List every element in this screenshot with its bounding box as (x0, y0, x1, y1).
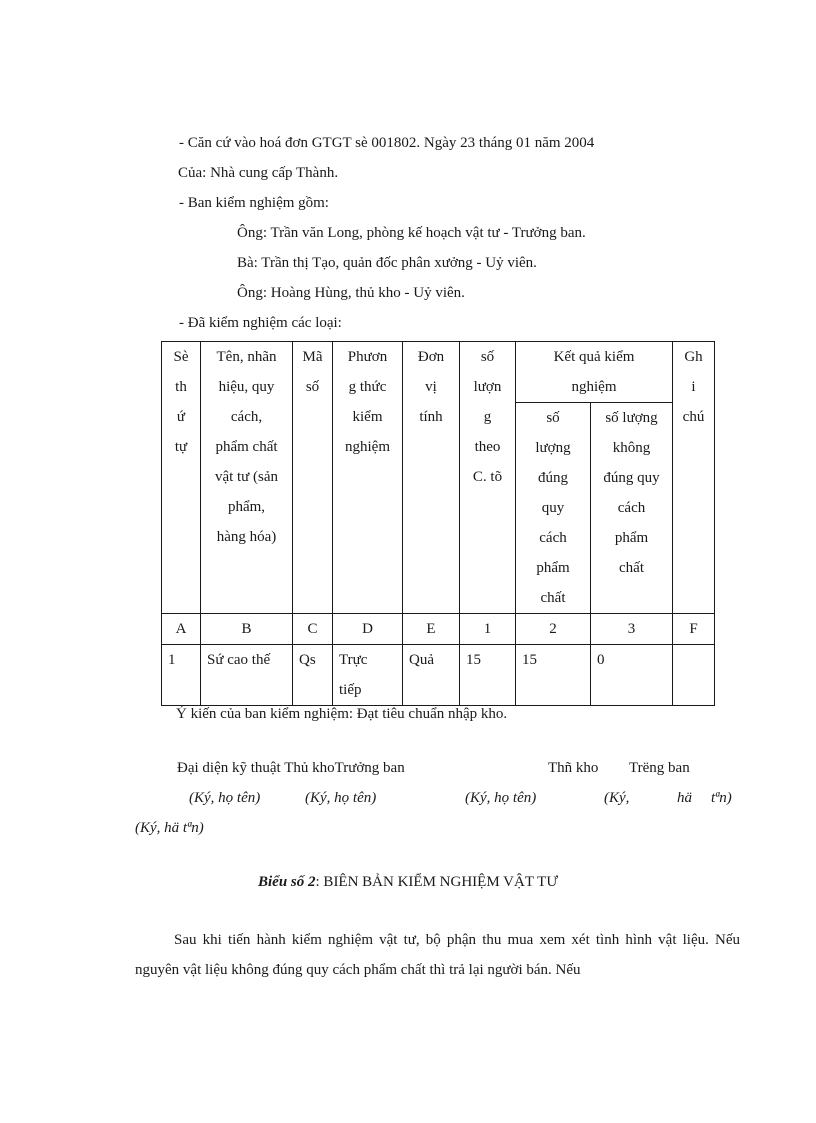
header-code: Mã số (293, 342, 333, 614)
row-seq: 1 (162, 645, 201, 706)
header-item-name: Tên, nhãn hiệu, quy cách, phẩm chất vật tư (sản phẩm, hàng hóa) (201, 342, 293, 614)
row-note (673, 645, 715, 706)
header-note: Gh i chú (673, 342, 715, 614)
row-qty-document: 15 (460, 645, 516, 706)
committee-member-3: Ông: Hoàng Hùng, thủ kho - Uỷ viên. (237, 285, 465, 301)
header-seq: Sè th ứ tự (162, 342, 201, 614)
header-method: Phươn g thức kiểm nghiệm (333, 342, 403, 614)
row-item-name: Sứ cao thế (201, 645, 293, 706)
signature-1: (Ký, họ tên) (189, 790, 261, 806)
code-cell: E (403, 614, 460, 645)
row-qty-conforming: 15 (516, 645, 591, 706)
signature-2: (Ký, họ tên) (305, 790, 377, 806)
code-cell: A (162, 614, 201, 645)
signature-title-head: Trëng ban (629, 760, 690, 776)
body-paragraph (135, 925, 740, 985)
header-unit: Đơn vị tính (403, 342, 460, 614)
invoice-reference: - Căn cứ vào hoá đơn GTGT sè 001802. Ngày 23 tháng 01 năm 2004 (179, 135, 595, 151)
header-inspection-result: Kết quả kiểm nghiệm (516, 342, 673, 403)
table-row (162, 645, 715, 706)
committee-member-2: Bà: Trần thị Tạo, quản đốc phân xưởng - Uỷ viên. (237, 255, 537, 271)
code-cell: 2 (516, 614, 591, 645)
code-cell: F (673, 614, 715, 645)
inspected-items-heading: - Đã kiểm nghiệm các loại: (179, 315, 342, 331)
signature-title-storekeeper: Thñ kho (548, 760, 599, 776)
row-unit: Quả (403, 645, 460, 706)
body-paragraph-text: Sau khi tiến hành kiểm nghiệm vật tư, bộ phận thu mua xem xét tình hình vật liệu. Nếu nguyên vật liệu không đúng quy cách phẩm chất thì trả lại người bán. Nếu (135, 932, 740, 978)
row-code: Qs (293, 645, 333, 706)
code-cell: 3 (591, 614, 673, 645)
supplier-line: Của: Nhà cung cấp Thành. (178, 165, 339, 181)
code-cell: D (333, 614, 403, 645)
signature-4-part-b: hä (677, 790, 692, 806)
column-code-row (162, 614, 715, 645)
code-cell: C (293, 614, 333, 645)
caption-title: : BIÊN BẢN KIỂM NGHIỆM VẬT TƯ (315, 874, 558, 890)
caption-label: Biểu số 2 (258, 874, 316, 890)
signature-titles: Đại diện kỹ thuật Thủ khoTrưởng ban (177, 760, 405, 776)
committee-member-1: Ông: Trần văn Long, phòng kế hoạch vật tư - Trưởng ban. (237, 225, 586, 241)
inspection-table (161, 341, 715, 706)
code-cell: 1 (460, 614, 516, 645)
row-qty-nonconforming: 0 (591, 645, 673, 706)
code-cell: B (201, 614, 293, 645)
committee-heading: - Ban kiểm nghiệm gồm: (179, 195, 329, 211)
header-qty-document: số lượn g theo C. tõ (460, 342, 516, 614)
signature-3: (Ký, họ tên) (465, 790, 537, 806)
signature-5: (Ký, hä tªn) (135, 820, 204, 836)
signature-4-part-c: tªn) (711, 790, 732, 806)
header-qty-nonconforming: số lượng không đúng quy cách phẩm chất (591, 403, 673, 614)
committee-opinion: Ý kiến của ban kiểm nghiệm: Đạt tiêu chuẩn nhập kho. (176, 706, 508, 722)
form-caption (258, 873, 558, 891)
header-qty-conforming: số lượng đúng quy cách phẩm chất (516, 403, 591, 614)
signature-4-part-a: (Ký, (604, 790, 630, 806)
row-method: Trực tiếp (333, 645, 403, 706)
